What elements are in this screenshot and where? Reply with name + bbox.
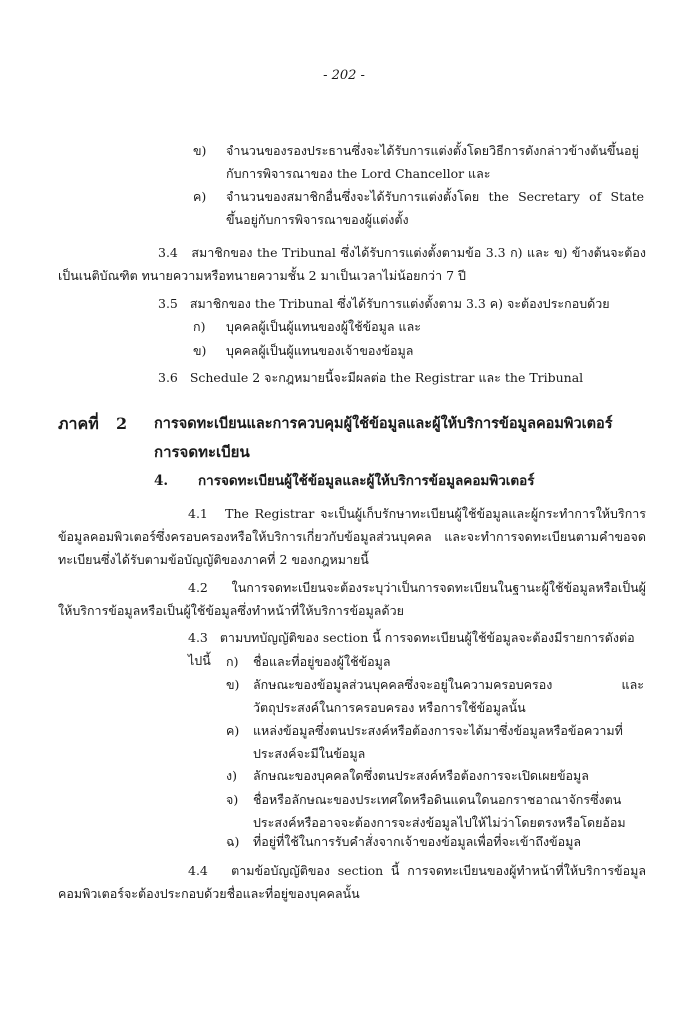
list-item: [0, 788, 688, 836]
item-text: ที่อยู่ที่ใช้ในการรับคำสั่งจากเจ้าของข้อมูลเพื่อที่จะเข้าถึงข้อมูล: [253, 834, 582, 849]
paragraph-4-4: [58, 859, 646, 905]
paragraph-number: 4.1: [188, 506, 208, 521]
item-marker: ฉ): [226, 834, 240, 849]
section-number: 4.: [154, 473, 169, 489]
list-item: [0, 650, 688, 674]
list-item: [0, 719, 688, 767]
page-number: - 202 -: [323, 68, 365, 83]
item-marker: ข): [193, 343, 207, 358]
paragraph-3-6: [158, 366, 648, 389]
paragraph-number: 4.2: [188, 580, 208, 595]
paragraph-text: สมาชิกของ the Tribunal ซึ่งได้รับการแต่งตั้งตามข้อ 3.3 ก) และ ข) ข้างต้นจะต้องเป็นเนติบัณฑิต ทนายความหรือทนายความชั้น 2 มาเป็นเวลาไม่น้อยกว่า 7 ปี: [58, 245, 646, 283]
item-text: ลักษณะของข้อมูลส่วนบุคคลซึ่งจะอยู่ในความครอบครอง และวัตถุประสงค์ในการครอบครอง หรือการใช้ข้อมูลนั้น: [253, 677, 644, 715]
item-marker: ข): [193, 143, 207, 158]
paragraph-number: 4.3: [188, 630, 208, 645]
item-text: จำนวนของสมาชิกอื่นซึ่งจะได้รับการแต่งตั้งโดย the Secretary of State ขึ้นอยู่กับการพิจารณาของผู้แต่งตั้ง: [226, 189, 644, 227]
list-item: [0, 764, 688, 788]
paragraph-text: สมาชิกของ the Tribunal ซึ่งได้รับการแต่งตั้งตาม 3.3 ค) จะต้องประกอบด้วย: [189, 296, 610, 311]
paragraph-3-4: [58, 241, 646, 287]
part-title: การจดทะเบียนและการควบคุมผู้ใช้ข้อมูลและผู้ให้บริการข้อมูลคอมพิวเตอร์: [154, 415, 613, 432]
paragraph-number: 3.4: [158, 245, 178, 260]
item-marker: ง): [226, 768, 237, 783]
item-text: ชื่อและที่อยู่ของผู้ใช้ข้อมูล: [253, 654, 391, 669]
paragraph-number: 4.4: [188, 863, 208, 878]
paragraph-3-5: [158, 292, 648, 315]
list-item: [0, 339, 688, 363]
item-marker: ข): [226, 677, 240, 692]
list-item: [0, 673, 688, 721]
part-subtitle: การจดทะเบียน: [154, 443, 250, 461]
paragraph-number: 3.6: [158, 370, 178, 385]
list-item: [0, 185, 688, 235]
paragraph-text: ตามข้อบัญญัติของ section นี้ การจดทะเบียนของผู้ทำหน้าที่ให้บริการข้อมูลคอมพิวเตอร์จะต้องประกอบด้วยชื่อและที่อยู่ของบุคคลนั้น: [58, 863, 646, 901]
item-text: บุคคลผู้เป็นผู้แทนของผู้ใช้ข้อมูล และ: [226, 319, 421, 334]
paragraph-number: 3.5: [158, 296, 178, 311]
item-marker: จ): [226, 792, 239, 807]
item-marker: ก): [193, 319, 206, 334]
part-label: ภาคที่: [58, 414, 99, 433]
paragraph-text: Schedule 2 จะกฎหมายนี้จะมีผลต่อ the Registrar และ the Tribunal: [189, 370, 584, 385]
paragraph-4-2: [58, 576, 646, 622]
paragraph-text: The Registrar จะเป็นผู้เก็บรักษาทะเบียนผู้ใช้ข้อมูลและผู้กระทำการให้บริการข้อมูลคอมพิวเตอร์ซึ่งครอบครองหรือให้บริการเกี่ยวกับข้อมูลส่วนบุคคล และจะทำการจดทะเบียนตามคำขอจดทะเบียนซึ่งได้รับตามข้อบัญญัติของภาคที่ 2 ของกฎหมายนี้: [58, 506, 647, 567]
item-marker: ค): [226, 723, 240, 738]
item-text: ชื่อหรือลักษณะของประเทศใดหรือดินแดนใดนอกราชอาณาจักรซึ่งตนประสงค์หรืออาจจะต้องการจะส่งข้อมูลไปให้ไม่ว่าโดยตรงหรือโดยอ้อม: [253, 792, 626, 830]
list-item: [0, 315, 688, 339]
section-title: การจดทะเบียนผู้ใช้ข้อมูลและผู้ให้บริการข้อมูลคอมพิวเตอร์: [198, 473, 535, 489]
item-text: ลักษณะของบุคคลใดซึ่งตนประสงค์หรือต้องการจะเปิดเผยข้อมูล: [253, 768, 589, 783]
list-item: [0, 830, 688, 854]
item-text: บุคคลผู้เป็นผู้แทนของเจ้าของข้อมูล: [226, 343, 414, 358]
item-text: จำนวนของรองประธานซึ่งจะได้รับการแต่งตั้งโดยวิธีการดังกล่าวข้างต้นขึ้นอยู่กับการพิจารณาของ the Lord Chancellor และ: [226, 143, 639, 181]
item-text: แหล่งข้อมูลซึ่งตนประสงค์หรือต้องการจะได้มาซึ่งข้อมูลหรือข้อความที่ประสงค์จะมีในข้อมูล: [253, 723, 623, 761]
paragraph-text: ตามบทบัญญัติของ section นี้ การจดทะเบียนผู้ใช้ข้อมูลจะต้องมีรายการดังต่อไปนี้: [188, 630, 635, 668]
item-marker: ค): [193, 189, 207, 204]
part-number: 2: [116, 414, 128, 433]
paragraph-text: ในการจดทะเบียนจะต้องระบุว่าเป็นการจดทะเบียนในฐานะผู้ใช้ข้อมูลหรือเป็นผู้ให้บริการข้อมูลหรือเป็นผู้ใช้ข้อมูลซึ่งทำหน้าที่ให้บริการข้อมูลด้วย: [58, 580, 646, 618]
item-marker: ก): [226, 654, 239, 669]
paragraph-4-1: [58, 502, 646, 571]
